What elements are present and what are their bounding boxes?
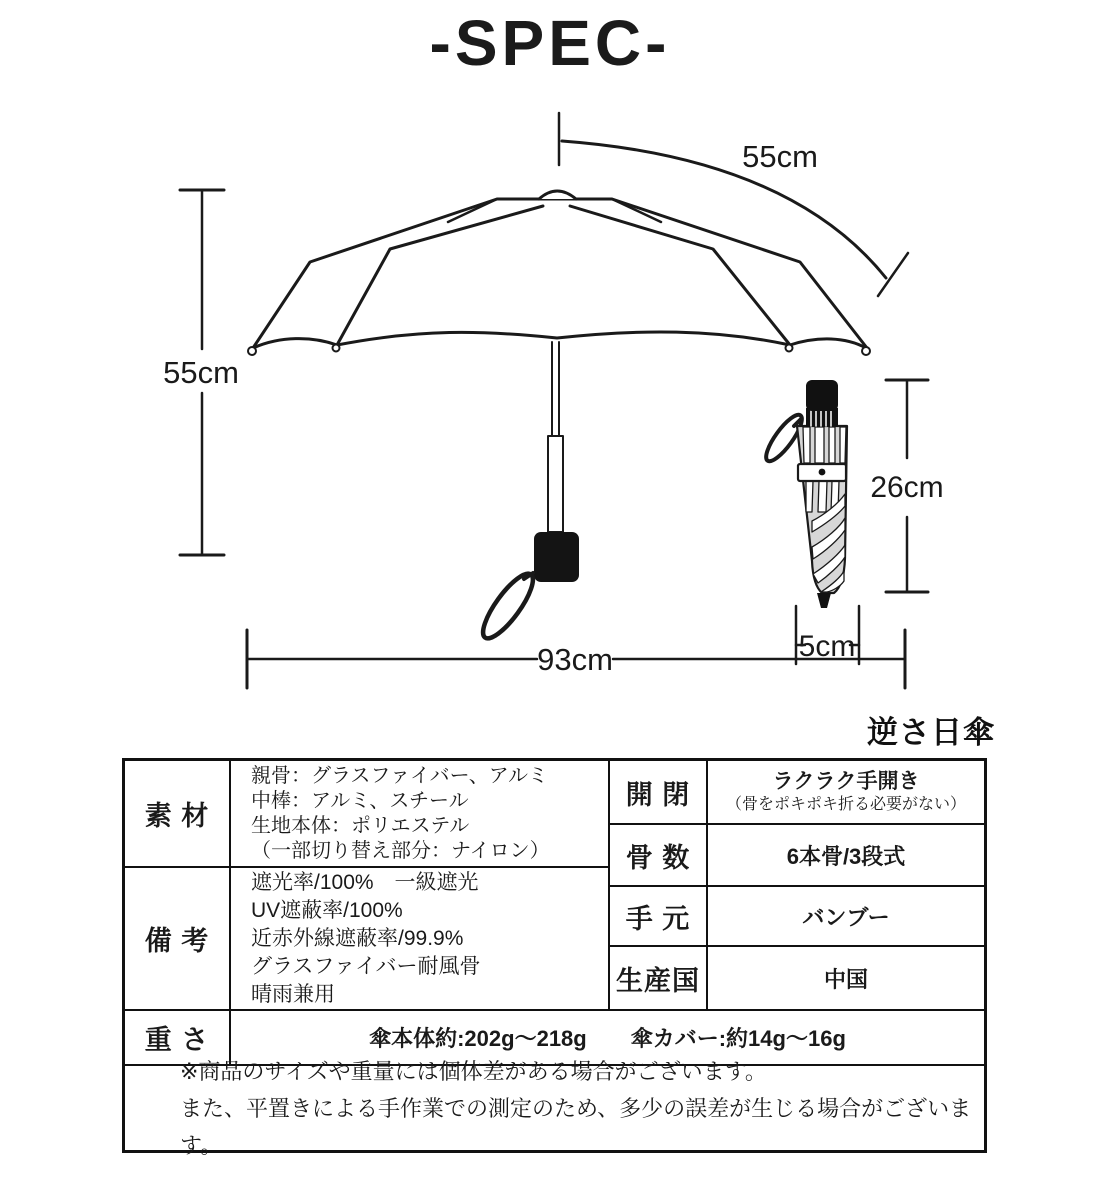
snap-button (819, 469, 826, 476)
wrist-strap (475, 567, 540, 644)
open-umbrella-drawing (248, 191, 870, 645)
handle-label: 手 元 (608, 887, 708, 947)
weight-label: 重 さ (125, 1011, 231, 1066)
folded-tip (817, 593, 831, 608)
country-value: 中国 (708, 947, 984, 1011)
material-label: 素 材 (125, 761, 231, 868)
remarks-label: 備 考 (125, 868, 231, 1011)
arc-measure (559, 113, 908, 296)
folded-length-label: 26cm (870, 471, 944, 504)
disclaimer: ※商品のサイズや重量には個体差がある場合がございます。 また、平置きによる手作業での測定のため、多少の誤差が生じる場合がございます。 (180, 1058, 972, 1158)
weight-value: 傘本体約:202g～218g 傘カバー:約14g～16g (231, 1011, 984, 1066)
arc-measure-label: 55cm (742, 139, 818, 174)
material-value: 親骨：グラスファイバー、アルミ 中棒：アルミ、スチール 生地本体：ポリエステル （一部切り替え部分：ナイロン） (231, 761, 608, 868)
handle (534, 532, 579, 582)
ribs-value: 6本骨/3段式 (708, 825, 984, 887)
folded-width-label: 5cm (798, 630, 856, 663)
height-measure (163, 190, 239, 555)
remarks-value: 遮光率/100% 一級遮光 UV遮蔽率/100% 近赤外線遮蔽率/99.9% グラスファイバー耐風骨 晴雨兼用 (231, 868, 608, 1011)
height-measure-label: 55cm (163, 355, 239, 390)
handle-value: バンブー (708, 887, 984, 947)
ribs-label: 骨 数 (608, 825, 708, 887)
open-close-value: ラクラク手開き （骨をポキポキ折る必要がない） (708, 761, 984, 825)
left-rib (337, 206, 543, 345)
folded-length-measure (870, 380, 943, 592)
product-type-label: 逆さ日傘 (867, 715, 995, 750)
finial-dome (539, 191, 576, 199)
folded-cap (806, 380, 838, 411)
right-rib (570, 206, 790, 345)
shaft (548, 342, 563, 532)
spec-table (122, 758, 987, 1158)
folded-umbrella-drawing (761, 380, 847, 608)
width-measure-label: 93cm (537, 642, 613, 677)
open-close-label: 開 閉 (608, 761, 708, 825)
page-title: -SPEC- (429, 7, 671, 79)
country-label: 生産国 (608, 947, 708, 1011)
folded-width-measure (796, 606, 859, 664)
